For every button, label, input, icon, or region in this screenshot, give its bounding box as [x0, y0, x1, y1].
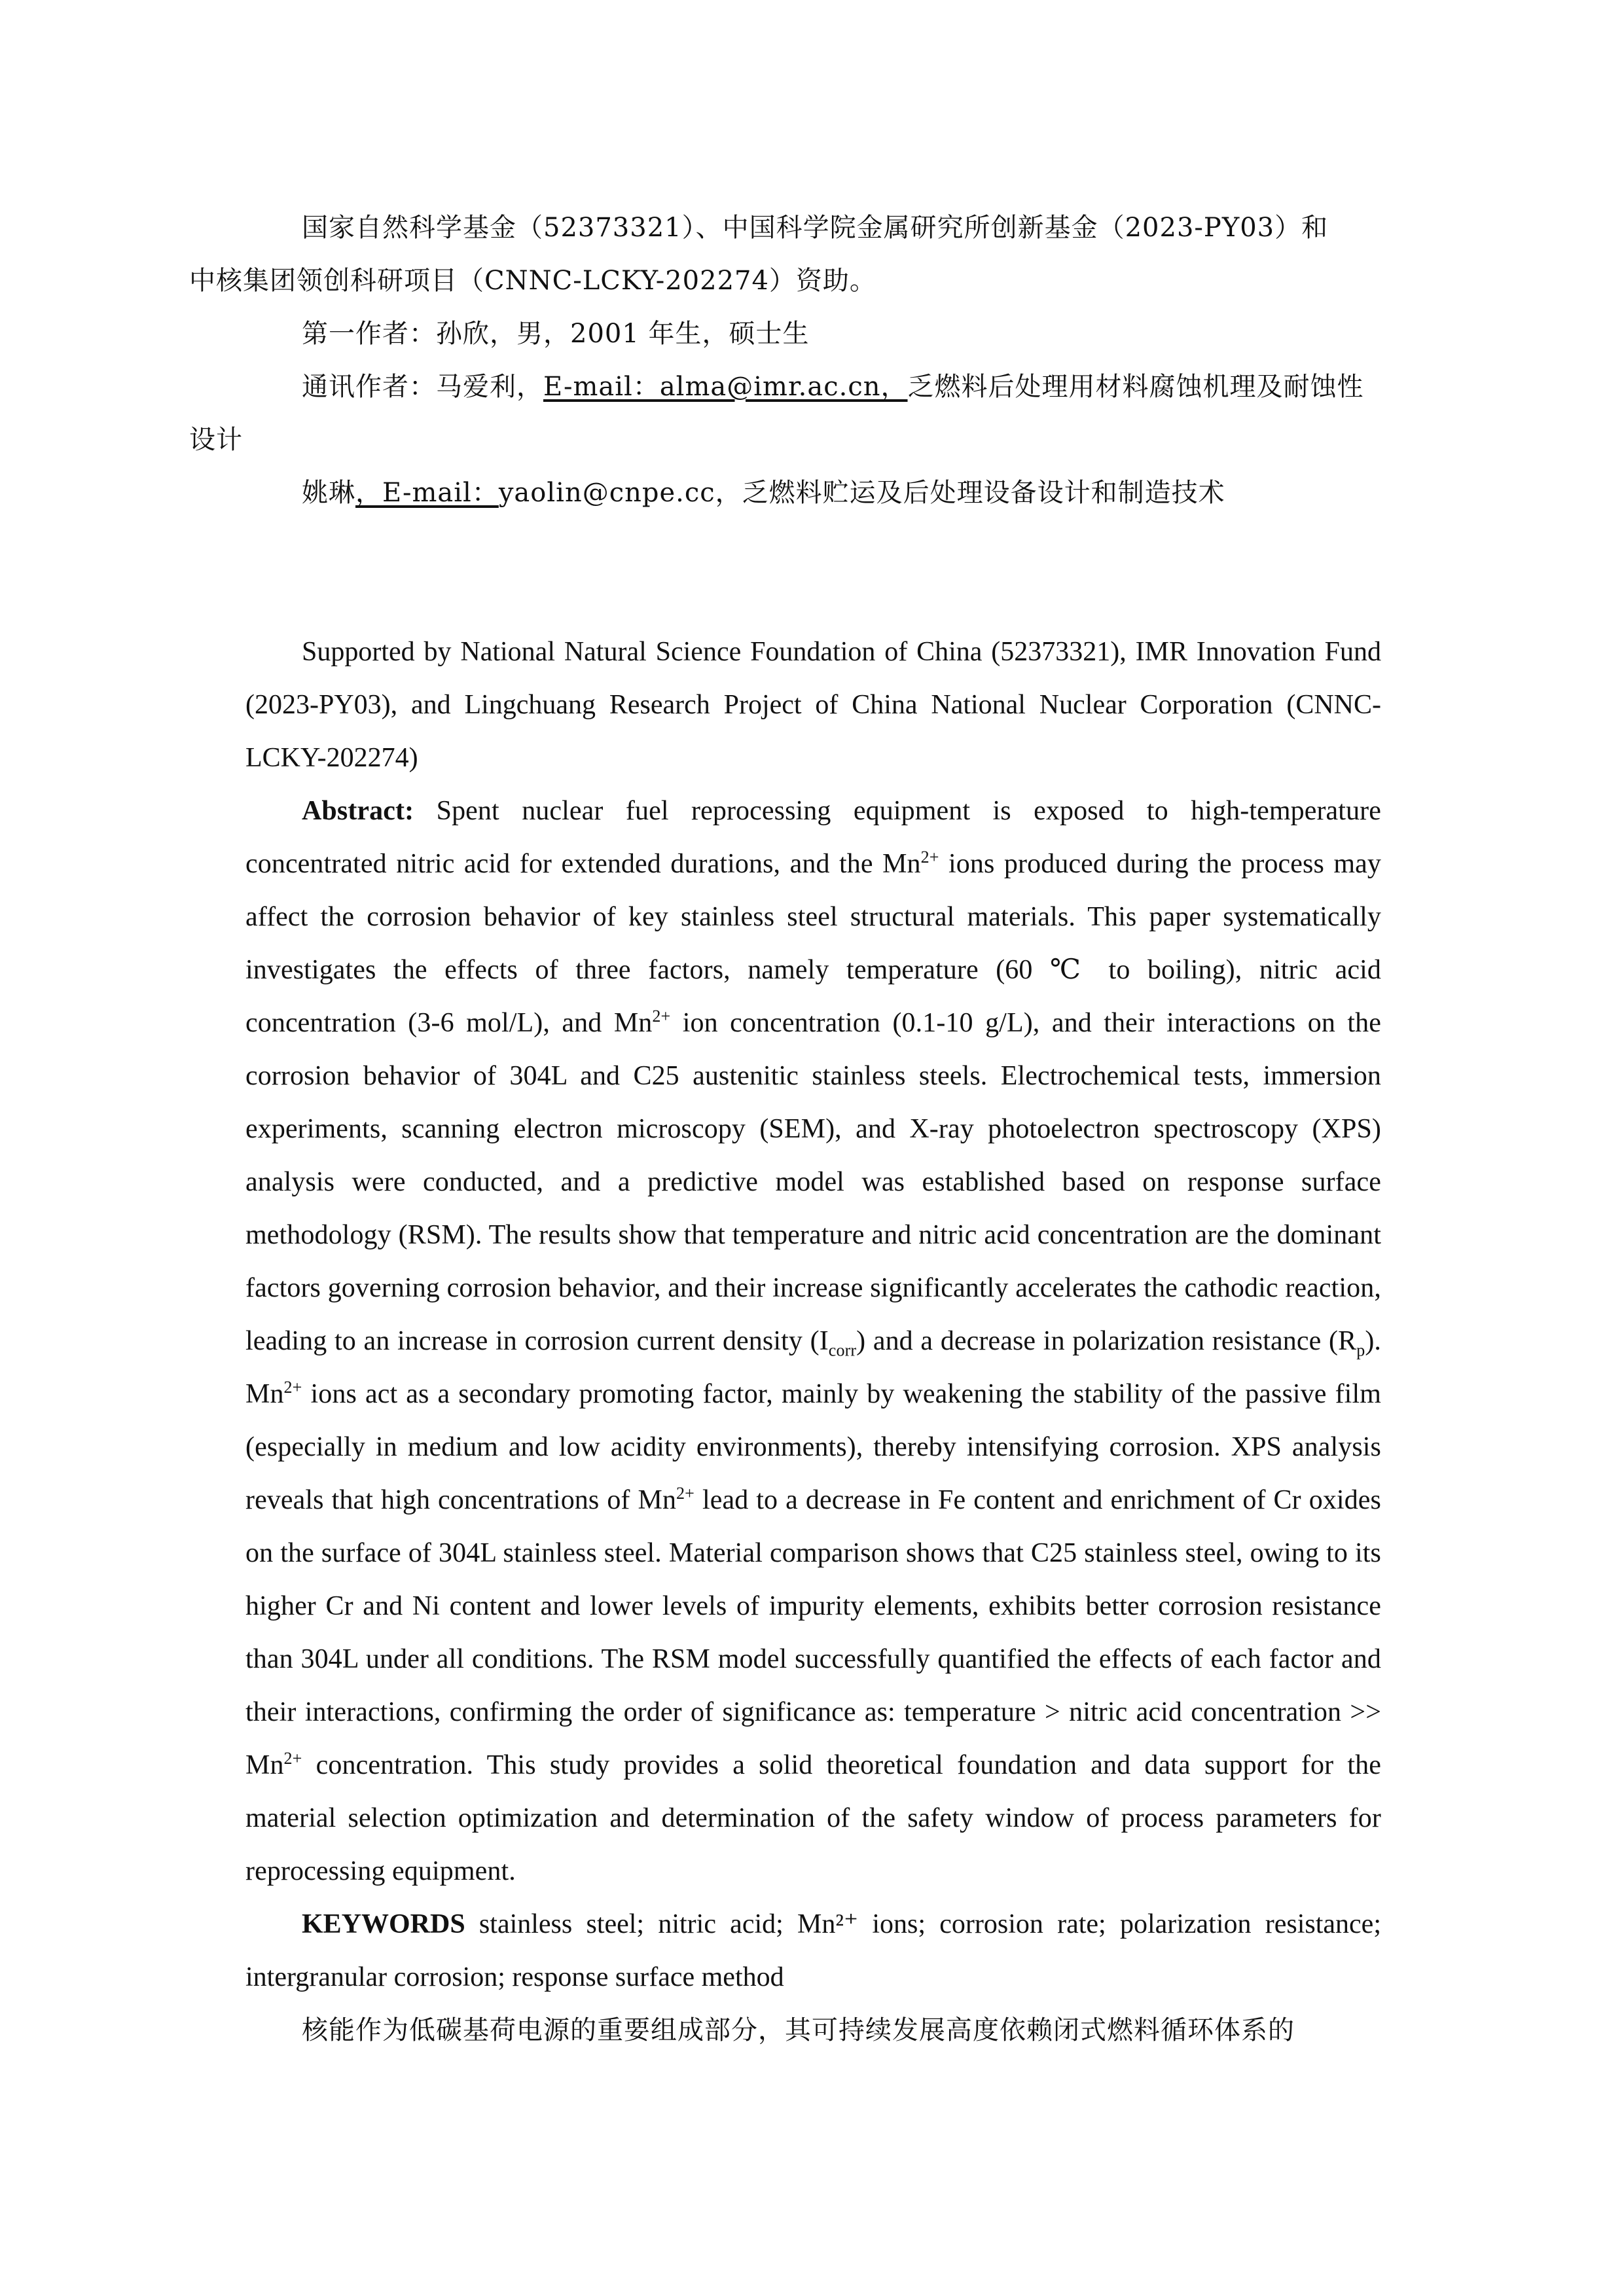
- second-author-field: 乏燃料贮运及后处理设备设计和制造技术: [742, 478, 1225, 508]
- funding-chinese-line-2: 中核集团领创科研项目（CNNC-LCKY-202274）资助。: [189, 266, 876, 296]
- corresponding-author-field: 乏燃料后处理用材料腐蚀机理及耐蚀性: [907, 372, 1364, 402]
- abstract-text-4: ) and a decrease in polarization resistance (R: [856, 1326, 1357, 1356]
- abstract-superscript-1: 2+: [920, 848, 939, 867]
- keywords-label: KEYWORDS: [302, 1909, 465, 1939]
- abstract-superscript-4: 2+: [676, 1484, 695, 1503]
- funding-english: Supported by National Natural Science Foundation of China (52373321), IMR Innovation Fund (2023-PY03), and Lingchuang Research Project of China National Nuclear Corporation (CNNC-LCKY-202274): [245, 637, 1381, 773]
- abstract-text-6: ions act as a secondary promoting factor, mainly by weakening the stability of the passive film (especially in medium and low acidity environments), thereby intensifying corrosion. XPS analysis reveals that high concentrations of Mn: [245, 1379, 1381, 1515]
- page-body: [189, 202, 1382, 2057]
- funding-chinese-line-1: 国家自然科学基金（52373321）、中国科学院金属研究所创新基金（2023-PY03）和: [302, 213, 1329, 243]
- abstract-text-5: ). Mn: [245, 1326, 1381, 1409]
- abstract-subscript-corr: corr: [828, 1340, 857, 1360]
- section-gap: [245, 520, 1381, 626]
- second-author-email-label: ，E-mail：: [355, 478, 499, 508]
- abstract: [245, 785, 1381, 1898]
- abstract-text-1: Spent nuclear fuel reprocessing equipment is exposed to high-temperature concentrated nitric acid for extended durations, and the Mn: [245, 796, 1381, 879]
- second-author-email[interactable]: yaolin@cnpe.cc，: [498, 478, 742, 508]
- corresponding-author-prefix: 通讯作者：马爱利，: [302, 372, 543, 402]
- abstract-text-3: ion concentration (0.1-10 g/L), and their interactions on the corrosion behavior of 304L and C25 austenitic stainless steels. Electrochemical tests, immersion experiments, scanning electron microscopy (SEM), and X-ray photoelectron spectroscopy (XPS) analysis were conducted, and a predictive model was established based on response surface methodology (RSM). The results show that temperature and nitric acid concentration are the dominant factors governing corrosion behavior, and their increase significantly accelerates the cathodic reaction, leading to an increase in corrosion current density (I: [245, 1008, 1382, 1356]
- abstract-text-7: lead to a decrease in Fe content and enrichment of Cr oxides on the surface of 304L stainless steel. Material comparison shows that C25 stainless steel, owing to its higher Cr and Ni content and lower levels of impurity elements, exhibits better corrosion resistance than 304L under all conditions. The RSM model successfully quantified the effects of each factor and their interactions, confirming the order of significance as: temperature > nitric acid concentration >> Mn: [245, 1485, 1381, 1780]
- abstract-text-8: concentration. This study provides a solid theoretical foundation and data support for the material selection optimization and determination of the safety window of process parameters for reprocessing equipment.: [245, 1750, 1381, 1886]
- abstract-subscript-p: p: [1356, 1340, 1365, 1360]
- second-author-name: 姚琳: [302, 478, 355, 508]
- second-author: [245, 467, 1381, 520]
- funding-chinese: [189, 202, 1381, 308]
- abstract-superscript-2: 2+: [652, 1007, 671, 1026]
- abstract-text-2: ions produced during the process may affect the corrosion behavior of key stainless steel structural materials. This paper systematically investigates the effects of three factors, namely temperature (60 ℃ to boiling), nitric acid concentration (3-6 mol/L), and Mn: [245, 849, 1381, 1038]
- corresponding-author-email-link[interactable]: E-mail：alma@imr.ac.cn，: [543, 372, 908, 402]
- abstract-superscript-3: 2+: [283, 1378, 302, 1397]
- abstract-label: Abstract:: [302, 796, 414, 826]
- abstract-superscript-5: 2+: [283, 1749, 302, 1768]
- introduction-first-line: 核能作为低碳基荷电源的重要组成部分，其可持续发展高度依赖闭式燃料循环体系的: [302, 2015, 1295, 2045]
- keywords-text: stainless steel; nitric acid; Mn²⁺ ions; corrosion rate; polarization resistance; intergranular corrosion; response surface method: [245, 1909, 1381, 1992]
- first-author: 第一作者：孙欣，男，2001 年生，硕士生: [302, 319, 810, 349]
- corresponding-author-field-continued: 设计: [189, 425, 243, 455]
- keywords: [245, 1898, 1381, 2004]
- corresponding-author: [189, 361, 1381, 467]
